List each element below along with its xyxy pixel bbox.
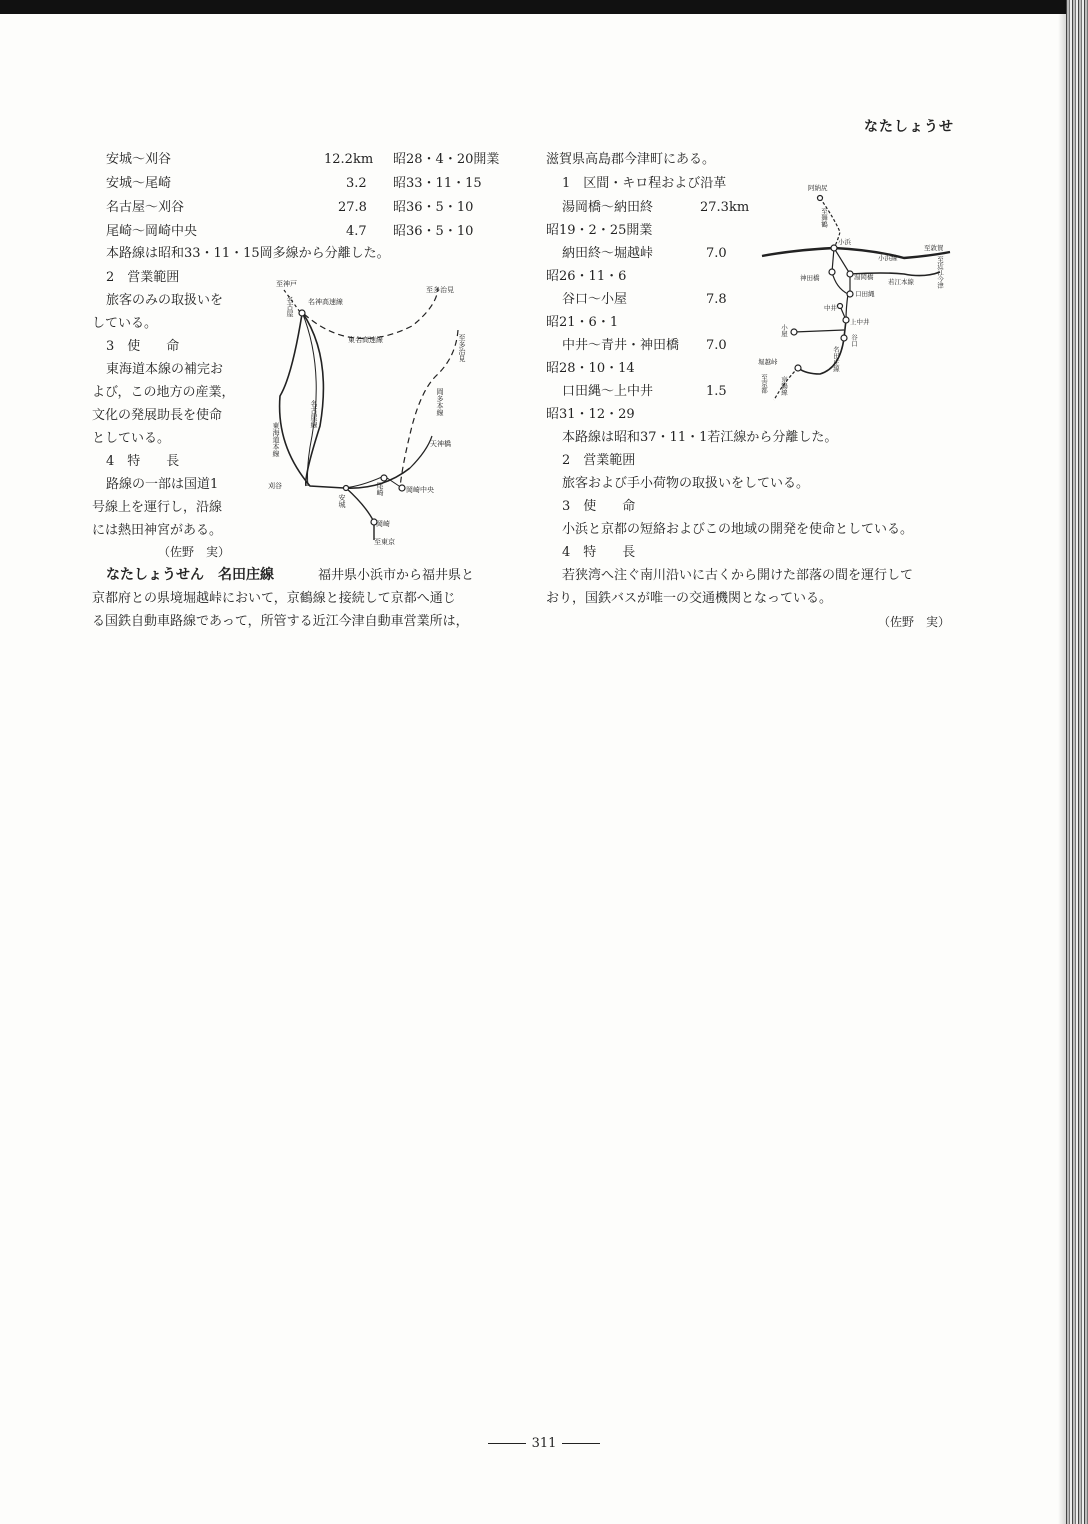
map-label: 口田縄 bbox=[855, 290, 875, 298]
map-label: 堀越峠 bbox=[758, 358, 778, 366]
kanda-kuchitanawa bbox=[832, 272, 848, 294]
segment-date: 昭26・11・6 bbox=[546, 269, 627, 284]
tokaido-line bbox=[280, 314, 410, 488]
body-line: 小浜と京都の短絡およびこの地域の開発を使命としている。 bbox=[562, 522, 914, 537]
route-name: 安城～刈谷 bbox=[106, 152, 172, 167]
map-label: 岡多本線 bbox=[436, 388, 444, 416]
section-title: 2 営業範囲 bbox=[106, 270, 180, 285]
route-km: 4.7 bbox=[346, 224, 367, 239]
body-line: 東海道本線の補完お bbox=[106, 362, 224, 377]
map-label: 名古屋線 bbox=[310, 400, 318, 428]
map-label: 天神橋 bbox=[430, 440, 451, 448]
map-label: 岡崎中央 bbox=[406, 486, 434, 494]
route-map-right bbox=[754, 178, 954, 408]
route-name: 安城～尾崎 bbox=[106, 176, 172, 191]
author-credit: （佐野 実） bbox=[878, 615, 951, 629]
map-label: 名神高速線 bbox=[308, 298, 343, 306]
body-line: 文化の発展助長を使命 bbox=[92, 408, 223, 423]
tomei-expressway-line bbox=[304, 288, 438, 339]
running-header: なたしょうせ bbox=[864, 119, 954, 135]
body-line: 京都府との県境堀越峠において，京鶴線と接続して京都へ通じ bbox=[92, 591, 456, 606]
map-label: 至舞鶴 bbox=[820, 208, 828, 228]
segment-name: 湯岡橋～納田終 bbox=[562, 200, 654, 215]
map-label: 中井 bbox=[824, 304, 837, 312]
okata-line bbox=[400, 330, 458, 488]
map-label: 至多治見 bbox=[426, 286, 454, 294]
map-label: 東海道本線 bbox=[272, 422, 280, 457]
segment-km: 1.5 bbox=[706, 384, 727, 399]
route-date: 昭36・5・10 bbox=[393, 224, 474, 239]
body-line: 旅客のみの取扱いを bbox=[106, 293, 224, 308]
segment-name: 中井～青井・神田橋 bbox=[562, 338, 680, 353]
map-label: 小浜 bbox=[838, 238, 851, 246]
nagoya-station bbox=[299, 310, 305, 316]
page-number-dash bbox=[488, 1443, 526, 1444]
tenjinbashi-line bbox=[410, 436, 432, 468]
nagoya-line-2 bbox=[302, 312, 316, 486]
map-label: 上中井 bbox=[850, 318, 870, 326]
section-title: 2 営業範囲 bbox=[562, 453, 636, 468]
okazaki-chuo-station bbox=[399, 485, 405, 491]
section-title: 1 区間・キロ程および沿革 bbox=[562, 176, 727, 191]
nagoya-line bbox=[302, 312, 323, 486]
segment-km: 7.0 bbox=[706, 338, 727, 353]
yuokabashi-station bbox=[847, 271, 853, 277]
map-label: 小浜線 bbox=[878, 254, 898, 262]
map-label: 岡崎 bbox=[376, 520, 390, 528]
map-label: 阿納尻 bbox=[808, 184, 828, 192]
koya-station bbox=[791, 329, 797, 335]
okazaki-line bbox=[346, 488, 374, 540]
map-label: 至東京 bbox=[374, 538, 395, 546]
map-label: 谷口 bbox=[850, 334, 858, 347]
map-label: 京鶴線 bbox=[780, 376, 788, 396]
map-label: 名古屋 bbox=[286, 296, 294, 317]
map-label: 至神戸 bbox=[276, 280, 297, 288]
map-label: 安城 bbox=[338, 494, 346, 508]
entry-first-line: 福井県小浜市から福井県と bbox=[318, 568, 475, 583]
page-number-text: 311 bbox=[531, 1436, 557, 1451]
taniguchi-station bbox=[841, 335, 847, 341]
nakai-station bbox=[838, 304, 843, 309]
map-label: 刈谷 bbox=[268, 482, 282, 490]
kandabashi-station bbox=[829, 269, 835, 275]
obama-line bbox=[762, 248, 950, 258]
map-label: 湯岡橋 bbox=[854, 273, 874, 281]
route-date: 昭28・4・20開業 bbox=[393, 152, 500, 167]
map-label: 至敦賀 bbox=[924, 244, 944, 252]
segment-name: 口田縄～上中井 bbox=[562, 384, 654, 399]
body-line: には熱田神宮がある。 bbox=[92, 523, 223, 538]
horikoshi-station bbox=[795, 365, 801, 371]
map-label: 東名高速線 bbox=[348, 336, 383, 344]
body-line: している。 bbox=[92, 316, 158, 331]
map-label: 小屋 bbox=[780, 324, 788, 337]
kuchitanawa-station bbox=[847, 291, 853, 297]
map-label: 若江本線 bbox=[888, 278, 914, 286]
segment-date: 昭28・10・14 bbox=[546, 361, 635, 376]
segment-name: 谷口～小屋 bbox=[562, 292, 628, 307]
map-label: 尾崎 bbox=[376, 482, 384, 496]
segment-km: 27.3km bbox=[700, 200, 750, 215]
body-line: 滋賀県高島郡今津町にある。 bbox=[546, 152, 716, 167]
body-line: 号線上を運行し，沿線 bbox=[92, 500, 223, 515]
body-line: 旅客および手小荷物の取扱いをしている。 bbox=[562, 476, 810, 491]
body-line: おり，国鉄バスが唯一の交通機関となっている。 bbox=[546, 591, 833, 606]
anjo-station bbox=[344, 486, 349, 491]
map-label: 至京都 bbox=[760, 374, 768, 394]
segment-date: 昭31・12・29 bbox=[546, 407, 635, 422]
body-line: 若狭湾へ注ぐ南川沿いに古くから開けた部落の間を運行して bbox=[562, 568, 914, 583]
route-name: 名古屋～刈谷 bbox=[106, 200, 185, 215]
separation-note: 本路線は昭和37・11・1若江線から分離した。 bbox=[562, 430, 838, 445]
map-label: 至多治見 bbox=[458, 334, 466, 362]
route-date: 昭36・5・10 bbox=[393, 200, 474, 215]
map-label: 名田庄線 bbox=[832, 346, 840, 372]
route-km: 3.2 bbox=[346, 176, 367, 191]
map-label: 至近江今津 bbox=[936, 256, 944, 289]
route-km: 12.2km bbox=[324, 152, 374, 167]
body-line: る国鉄自動車路線であって，所管する近江今津自動車営業所は， bbox=[92, 614, 469, 629]
top-band bbox=[0, 0, 1088, 14]
segment-date: 昭21・6・1 bbox=[546, 315, 619, 330]
body-line: 路線の一部は国道1 bbox=[106, 477, 219, 492]
author-credit: （佐野 実） bbox=[158, 545, 231, 559]
segment-name: 納田終～堀越峠 bbox=[562, 246, 654, 261]
body-line: としている。 bbox=[92, 431, 171, 446]
route-date: 昭33・11・15 bbox=[393, 176, 482, 191]
kaminakai-station bbox=[843, 317, 849, 323]
segment-km: 7.0 bbox=[706, 246, 727, 261]
koya-line bbox=[794, 330, 844, 332]
page-gutter-shadow bbox=[1058, 0, 1066, 1524]
entry-heading: なたしょうせん 名田庄線 bbox=[106, 567, 274, 583]
section-title: 3 使 命 bbox=[562, 499, 636, 514]
obama-kandabashi bbox=[832, 248, 834, 272]
segment-date: 昭19・2・25開業 bbox=[546, 223, 653, 238]
segment-km: 7.8 bbox=[706, 292, 727, 307]
anoo-station bbox=[818, 196, 823, 201]
section-title: 4 特 長 bbox=[106, 454, 180, 469]
ozaki-station bbox=[381, 475, 387, 481]
route-name: 尾崎～岡崎中央 bbox=[106, 224, 198, 239]
separation-note: 本路線は昭和33・11・15岡多線から分離した。 bbox=[106, 246, 390, 261]
obama-yuokabashi bbox=[834, 248, 850, 274]
route-km: 27.8 bbox=[338, 200, 367, 215]
page-edge bbox=[1066, 0, 1088, 1524]
section-title: 3 使 命 bbox=[106, 339, 180, 354]
kuchitanawa-kaminakai bbox=[846, 294, 848, 320]
section-title: 4 特 長 bbox=[562, 545, 636, 560]
page-number bbox=[0, 1436, 1088, 1451]
obama-station bbox=[831, 245, 837, 251]
map-label: 神田橋 bbox=[800, 274, 820, 282]
body-line: よび，この地方の産業， bbox=[92, 385, 235, 400]
route-map-left bbox=[262, 276, 490, 548]
page-number-dash bbox=[562, 1443, 600, 1444]
